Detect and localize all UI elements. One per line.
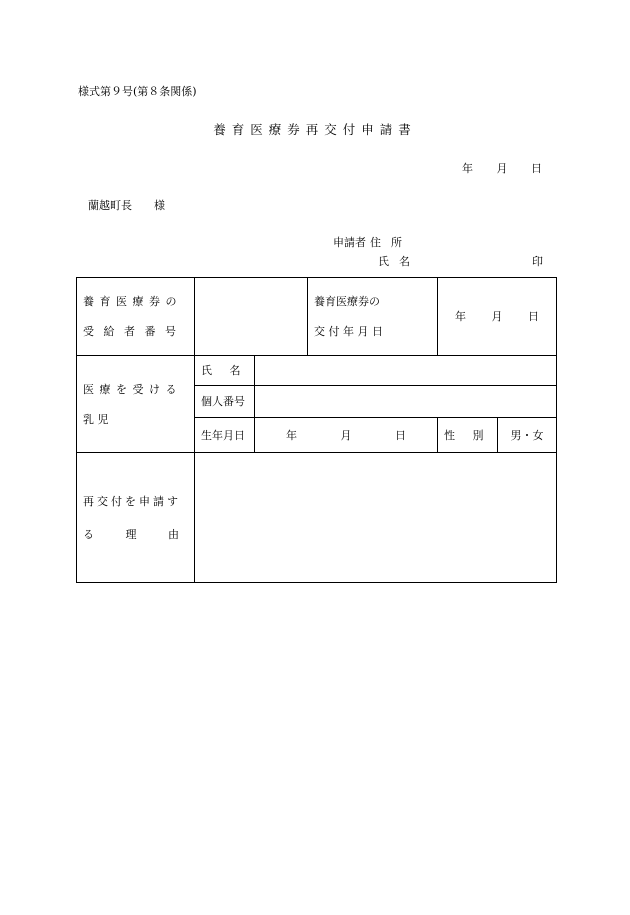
birthdate-value: 年 月 日 [286, 428, 406, 442]
birthdate-field[interactable] [255, 418, 438, 453]
individual-number-field[interactable] [255, 386, 557, 418]
recipient-number-label [77, 278, 195, 356]
reason-label [77, 453, 195, 583]
document-title: 養育医療券再交付申請書 [213, 122, 417, 137]
addressee-name: 蘭越町長 [88, 199, 132, 212]
honorific: 様 [154, 199, 165, 212]
label-line: る 理 由 [83, 527, 179, 541]
reason-field[interactable] [195, 453, 557, 583]
seal-mark: 印 [532, 255, 543, 268]
application-form-table [76, 277, 557, 583]
infant-name-field[interactable] [255, 356, 557, 386]
label-line: 交 付 年 月 日 [314, 325, 383, 338]
address-label: 住所 [370, 236, 412, 249]
applicant-label: 申請者 [333, 236, 366, 249]
infant-name-label: 氏 名 [195, 356, 255, 386]
individual-number-label: 個人番号 [195, 386, 255, 418]
sex-label: 性 別 [438, 418, 498, 453]
birthdate-label: 生年月日 [195, 418, 255, 453]
issue-date-label [308, 278, 438, 356]
issue-date-value: 年 月 日 [455, 310, 539, 323]
applicant-address-line [333, 237, 412, 248]
issue-date-field[interactable] [438, 278, 557, 356]
label-line: 再交付を申請す [83, 494, 181, 508]
addressee [88, 200, 165, 211]
label-line: 養育医療券の [314, 295, 380, 308]
form-number: 様式第９号(第８条関係) [78, 85, 197, 98]
label-line: 乳 児 [83, 412, 109, 426]
application-date: 年 月 日 [462, 162, 542, 175]
recipient-number-field[interactable] [195, 278, 308, 356]
infant-label [77, 356, 195, 453]
sex-field[interactable]: 男・女 [498, 418, 557, 453]
label-line: 医 療 を 受 け る [83, 382, 178, 396]
applicant-name-label: 氏名 [378, 255, 420, 268]
label-line: 養 育 医 療 券 の [83, 295, 178, 308]
label-line: 受 給 者 番 号 [83, 325, 179, 338]
